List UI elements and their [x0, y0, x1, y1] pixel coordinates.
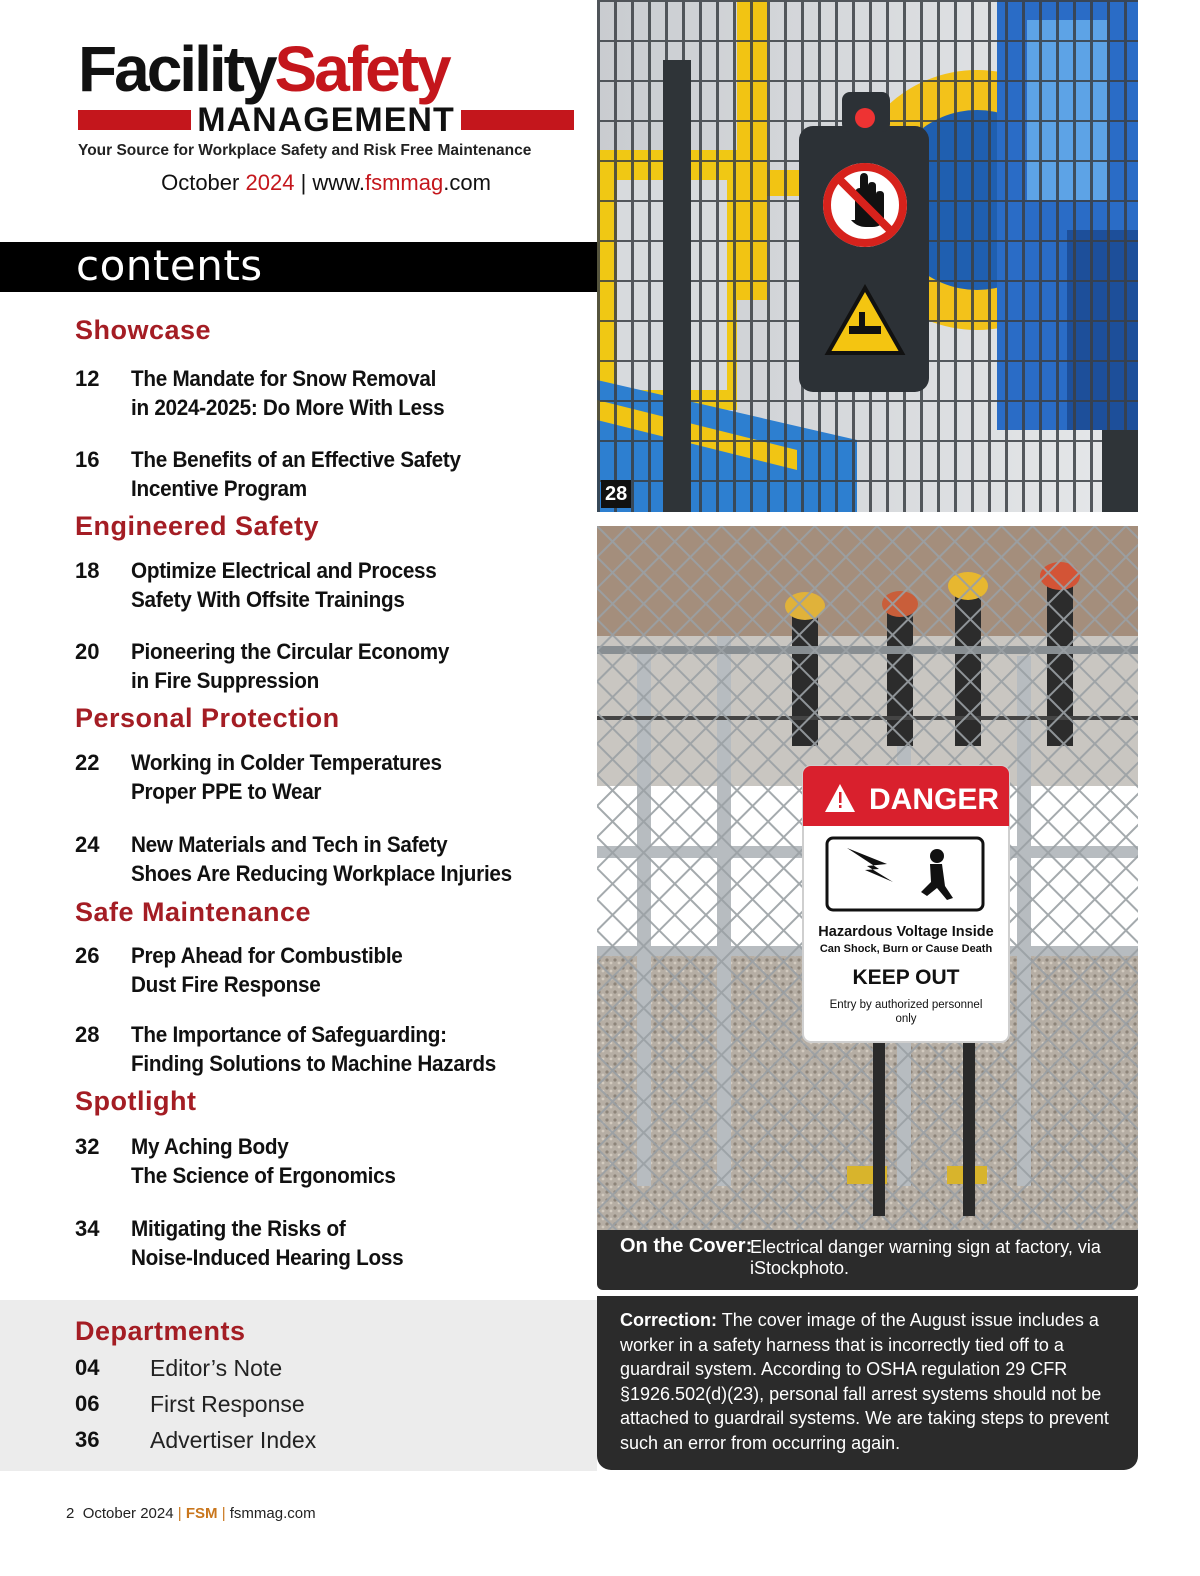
- page-badge[interactable]: 28: [601, 480, 631, 508]
- correction-notice: [597, 1296, 1138, 1470]
- issue-year: 2024: [245, 170, 295, 195]
- department-label: Editor’s Note: [150, 1355, 283, 1381]
- logo-right-bar: [461, 110, 574, 130]
- issue-separator: |: [300, 170, 307, 195]
- toc-page-number: 12: [75, 366, 100, 391]
- sign-line-1: Hazardous Voltage Inside: [818, 924, 994, 940]
- url-suffix: .com: [443, 170, 491, 195]
- toc-page-number: 16: [75, 447, 100, 472]
- toc-title-line: Working in Colder Temperatures: [131, 750, 442, 775]
- toc-title-line: in 2024-2025: Do More With Less: [131, 395, 445, 420]
- caption-label: On the Cover:: [620, 1235, 753, 1257]
- toc-title-line: Pioneering the Circular Economy: [131, 639, 450, 664]
- section-title-safe-maintenance: [75, 897, 311, 928]
- toc-title-line: The Importance of Safeguarding:: [131, 1022, 447, 1047]
- sign-line-3: KEEP OUT: [852, 966, 960, 989]
- toc-page-number: 18: [75, 558, 100, 583]
- toc-title-line: The Benefits of an Effective Safety: [131, 447, 461, 472]
- machine-guard-photo[interactable]: [597, 0, 1138, 512]
- department-page-number: 04: [75, 1355, 100, 1380]
- correction-label: Correction:: [620, 1310, 718, 1330]
- toc-page-number: 22: [75, 750, 100, 775]
- substation-illustration: [597, 526, 1138, 1230]
- machine-guard-illustration: [597, 0, 1138, 512]
- department-item[interactable]: [75, 1425, 575, 1455]
- masthead: [78, 33, 574, 196]
- logo-management-row: [78, 101, 574, 139]
- page-footer: [66, 1505, 316, 1522]
- department-label: First Response: [150, 1391, 305, 1417]
- footer-separator: |: [177, 1505, 182, 1522]
- logo-facility-text: Facility: [78, 33, 275, 105]
- issue-line: [78, 170, 574, 196]
- toc-title-line: Prep Ahead for Combustible: [131, 943, 403, 968]
- department-item[interactable]: [75, 1389, 575, 1419]
- footer-page-number: 2: [66, 1505, 75, 1522]
- sign-line-4a: Entry by authorized personnel: [829, 999, 983, 1011]
- section-title: Showcase: [75, 315, 212, 345]
- toc-page-number: 32: [75, 1134, 100, 1159]
- toc-title-line: Finding Solutions to Machine Hazards: [131, 1051, 496, 1076]
- toc-page-number: 26: [75, 943, 100, 968]
- url-prefix: www.: [312, 170, 365, 195]
- url-brand: fsmmag: [364, 170, 444, 195]
- departments-panel: [0, 1300, 597, 1471]
- caption-text: Electrical danger warning sign at factory, via iStockphoto.: [750, 1237, 1101, 1278]
- departments-title: Departments: [75, 1316, 246, 1346]
- section-title-engineered-safety: [75, 511, 319, 542]
- department-label: Advertiser Index: [150, 1427, 317, 1453]
- toc-article-title: [131, 830, 512, 888]
- section-title-spotlight: [75, 1086, 196, 1117]
- department-item[interactable]: [75, 1353, 575, 1383]
- sign-line-4b: only: [895, 1013, 917, 1025]
- toc-page-number: 24: [75, 832, 100, 857]
- logo-management-text: MANAGEMENT: [197, 101, 455, 139]
- footer-year: 2024: [140, 1505, 174, 1522]
- toc-title-line: The Science of Ergonomics: [131, 1163, 396, 1188]
- toc-title-line: Proper PPE to Wear: [131, 779, 322, 804]
- section-title: Safe Maintenance: [75, 897, 312, 927]
- toc-title-line: Mitigating the Risks of: [131, 1216, 346, 1241]
- magazine-logo[interactable]: [78, 33, 574, 105]
- toc-article-title: [131, 637, 449, 695]
- toc-title-line: Incentive Program: [131, 476, 307, 501]
- contents-heading-band: [0, 242, 597, 292]
- toc-title-line: Dust Fire Response: [131, 972, 321, 997]
- logo-safety-text: Safety: [274, 33, 449, 105]
- section-title-showcase: [75, 315, 211, 346]
- section-title: Spotlight: [75, 1086, 197, 1116]
- sign-line-2: Can Shock, Burn or Cause Death: [819, 943, 993, 955]
- toc-article-title: [131, 748, 442, 806]
- toc-page-number: 34: [75, 1216, 100, 1241]
- toc-title-line: Shoes Are Reducing Workplace Injuries: [131, 861, 512, 886]
- website-link[interactable]: [312, 170, 491, 195]
- correction-text: The cover image of the August issue includes a worker in a safety harness that is incorrectly tied off to a guardrail system. According to OSHA regulation 29 CFR §1926.502(d)(23), personal fall arrest systems should not be attached to guardrail systems. We are taking steps to prevent such an error from occurring again.: [620, 1310, 1109, 1453]
- cover-caption: [597, 1230, 1138, 1290]
- toc-article-title: [131, 1214, 403, 1272]
- section-title: Personal Protection: [75, 703, 340, 733]
- toc-title-line: Safety With Offsite Trainings: [131, 587, 405, 612]
- footer-month: October: [82, 1505, 137, 1522]
- toc-article-title: [131, 445, 461, 503]
- section-title-personal-protection: [75, 703, 340, 734]
- department-page-number: 36: [75, 1427, 100, 1452]
- cover-photo[interactable]: [597, 526, 1138, 1230]
- tagline: Your Source for Workplace Safety and Risk Free Maintenance: [78, 142, 532, 159]
- toc-article-title: [131, 941, 403, 999]
- logo-left-bar: [78, 110, 191, 130]
- toc-article-title: [131, 556, 437, 614]
- toc-title-line: in Fire Suppression: [131, 668, 319, 693]
- toc-title-line: New Materials and Tech in Safety: [131, 832, 448, 857]
- toc-article-title: [131, 1132, 396, 1190]
- toc-title-line: The Mandate for Snow Removal: [131, 366, 437, 391]
- footer-site-link[interactable]: fsmmag.com: [229, 1505, 316, 1522]
- toc-article-title: [131, 364, 444, 422]
- toc-title-line: Noise-Induced Hearing Loss: [131, 1245, 404, 1270]
- issue-month: October: [161, 170, 240, 195]
- sign-header: DANGER: [869, 783, 1000, 816]
- department-page-number: 06: [75, 1391, 100, 1416]
- toc-title-line: Optimize Electrical and Process: [131, 558, 437, 583]
- toc-article-title: [131, 1020, 496, 1078]
- toc-title-line: My Aching Body: [131, 1134, 289, 1159]
- toc-page-number: 20: [75, 639, 100, 664]
- footer-brand: FSM: [185, 1505, 218, 1522]
- contents-heading: contents: [76, 241, 263, 290]
- section-title: Engineered Safety: [75, 511, 320, 541]
- toc-page-number: 28: [75, 1022, 100, 1047]
- footer-separator: |: [221, 1505, 226, 1522]
